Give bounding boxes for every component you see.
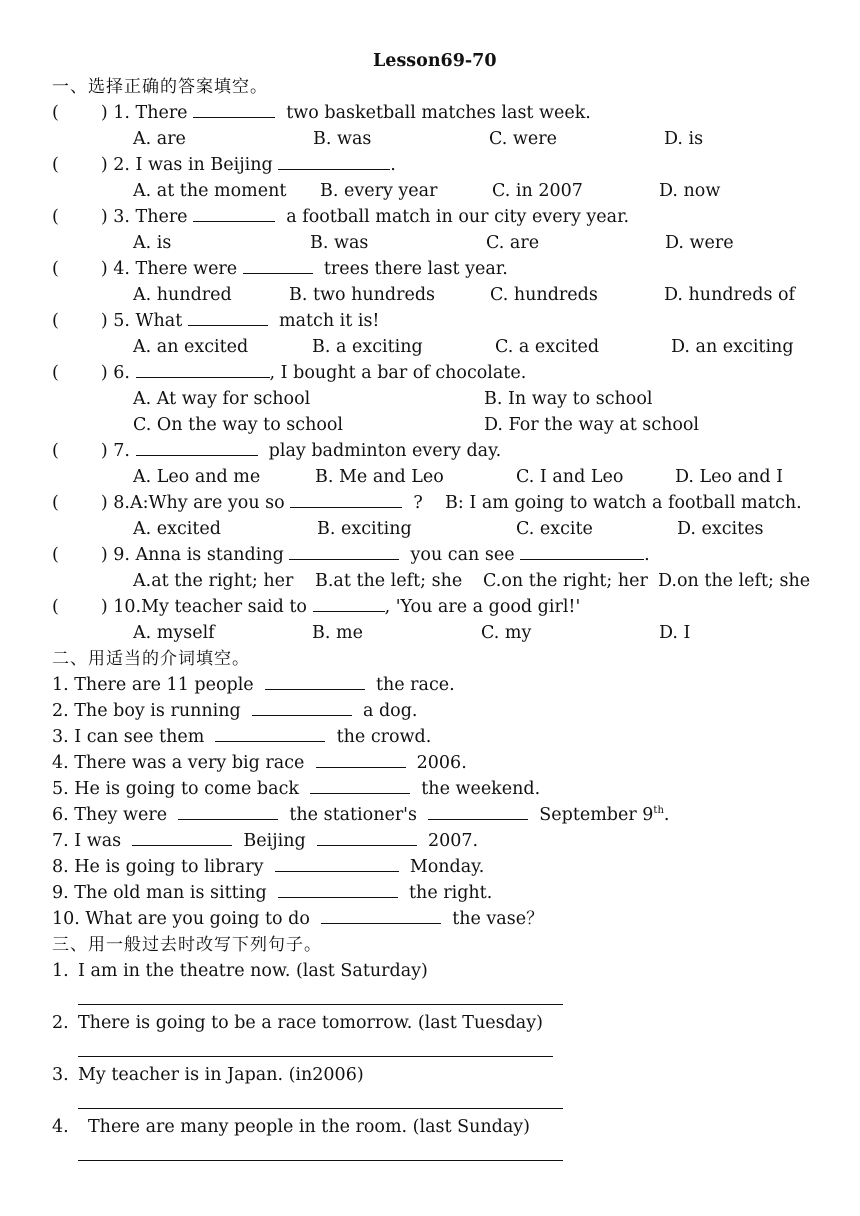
question-8: ( ) 8.A:Why are you so ? B: I am going to watch a football match. — [52, 493, 802, 513]
rewrite-item-3-text: My teacher is in Japan. (in2006) — [78, 1065, 364, 1085]
question-5: ( ) 5. What match it is! — [52, 311, 380, 331]
answer-blank[interactable] — [243, 259, 313, 274]
q9-option-b[interactable]: B.at the left; she — [315, 571, 463, 591]
q8-option-b[interactable]: B. exciting — [317, 519, 412, 539]
q5-option-d[interactable]: D. an exciting — [671, 337, 794, 357]
prep-item-6: 6. They were the stationer's September 9th. — [52, 805, 670, 825]
q6-option-c[interactable]: C. On the way to school — [133, 415, 344, 435]
q2-option-b[interactable]: B. every year — [320, 181, 438, 201]
answer-paren[interactable]: ( ) — [52, 155, 108, 175]
q8-option-a[interactable]: A. excited — [133, 519, 221, 539]
answer-paren[interactable]: ( ) — [52, 363, 108, 383]
q9-option-c[interactable]: C.on the right; her — [483, 571, 648, 591]
q2-option-d[interactable]: D. now — [659, 181, 721, 201]
q7-option-c[interactable]: C. I and Leo — [516, 467, 624, 487]
answer-blank[interactable] — [313, 597, 385, 612]
q9-option-d[interactable]: D.on the left; she — [658, 571, 811, 591]
prep-item-1: 1. There are 11 people the race. — [52, 675, 455, 695]
question-10: ( ) 10.My teacher said to , 'You are a good girl!' — [52, 597, 581, 617]
answer-line-2[interactable] — [78, 1056, 553, 1057]
prep-item-3: 3. I can see them the crowd. — [52, 727, 432, 747]
page-title: Lesson69-70 — [373, 51, 497, 71]
q3-option-d[interactable]: D. were — [665, 233, 734, 253]
answer-blank[interactable] — [132, 831, 232, 846]
question-9: ( ) 9. Anna is standing you can see . — [52, 545, 650, 565]
q5-option-b[interactable]: B. a exciting — [312, 337, 423, 357]
q3-option-b[interactable]: B. was — [310, 233, 369, 253]
prep-item-9: 9. The old man is sitting the right. — [52, 883, 493, 903]
answer-paren[interactable]: ( ) — [52, 207, 108, 227]
rewrite-item-1-number: 1. — [52, 961, 69, 981]
q8-option-c[interactable]: C. excite — [516, 519, 593, 539]
q7-option-b[interactable]: B. Me and Leo — [315, 467, 444, 487]
answer-blank[interactable] — [252, 701, 352, 716]
answer-paren[interactable]: ( ) — [52, 493, 108, 513]
q4-option-d[interactable]: D. hundreds of — [664, 285, 796, 305]
rewrite-item-4-number: 4. — [52, 1117, 69, 1137]
q5-option-a[interactable]: A. an excited — [133, 337, 249, 357]
prep-item-8: 8. He is going to library Monday. — [52, 857, 485, 877]
q6-option-a[interactable]: A. At way for school — [133, 389, 311, 409]
section-1-heading: 一、选择正确的答案填空。 — [52, 77, 268, 97]
answer-paren[interactable]: ( ) — [52, 259, 108, 279]
prep-item-4: 4. There was a very big race 2006. — [52, 753, 467, 773]
answer-blank[interactable] — [321, 909, 441, 924]
answer-blank[interactable] — [265, 675, 365, 690]
prep-item-7: 7. I was Beijing 2007. — [52, 831, 479, 851]
rewrite-item-1-text: I am in the theatre now. (last Saturday) — [78, 961, 428, 981]
q7-option-d[interactable]: D. Leo and I — [675, 467, 783, 487]
q1-option-b[interactable]: B. was — [313, 129, 372, 149]
section-2-heading: 二、用适当的介词填空。 — [52, 649, 250, 669]
answer-paren[interactable]: ( ) — [52, 545, 108, 565]
answer-blank[interactable] — [188, 311, 268, 326]
question-3: ( ) 3. There a football match in our city every year. — [52, 207, 630, 227]
answer-line-3[interactable] — [78, 1108, 563, 1109]
rewrite-item-2-text: There is going to be a race tomorrow. (last Tuesday) — [78, 1013, 543, 1033]
question-1: ( ) 1. There two basketball matches last week. — [52, 103, 591, 123]
answer-paren[interactable]: ( ) — [52, 103, 108, 123]
answer-blank[interactable] — [136, 441, 258, 456]
prep-item-10: 10. What are you going to do the vase？ — [52, 909, 544, 929]
answer-blank[interactable] — [178, 805, 278, 820]
q3-option-a[interactable]: A. is — [133, 233, 172, 253]
answer-paren[interactable]: ( ) — [52, 441, 108, 461]
q8-option-d[interactable]: D. excites — [677, 519, 764, 539]
answer-blank[interactable] — [278, 155, 390, 170]
answer-blank-2[interactable] — [520, 545, 644, 560]
q4-option-b[interactable]: B. two hundreds — [289, 285, 436, 305]
question-4: ( ) 4. There were trees there last year. — [52, 259, 508, 279]
q4-option-a[interactable]: A. hundred — [133, 285, 232, 305]
prep-item-2: 2. The boy is running a dog. — [52, 701, 418, 721]
answer-blank[interactable] — [193, 207, 275, 222]
q1-option-c[interactable]: C. were — [489, 129, 557, 149]
answer-blank[interactable] — [290, 493, 402, 508]
q7-option-a[interactable]: A. Leo and me — [133, 467, 261, 487]
answer-blank[interactable] — [215, 727, 325, 742]
q1-option-d[interactable]: D. is — [664, 129, 704, 149]
q1-option-a[interactable]: A. are — [133, 129, 186, 149]
answer-line-4[interactable] — [78, 1160, 563, 1161]
section-3-heading: 三、用一般过去时改写下列句子。 — [52, 935, 322, 955]
answer-blank-2[interactable] — [317, 831, 417, 846]
q4-option-c[interactable]: C. hundreds — [490, 285, 598, 305]
q6-option-d[interactable]: D. For the way at school — [484, 415, 700, 435]
answer-blank[interactable] — [316, 753, 406, 768]
answer-blank[interactable] — [275, 857, 399, 872]
answer-blank-2[interactable] — [428, 805, 528, 820]
answer-blank[interactable] — [310, 779, 410, 794]
q6-option-b[interactable]: B. In way to school — [484, 389, 653, 409]
q9-option-a[interactable]: A.at the right; her — [133, 571, 294, 591]
q10-option-c[interactable]: C. my — [481, 623, 532, 643]
q10-option-a[interactable]: A. myself — [133, 623, 215, 643]
answer-paren[interactable]: ( ) — [52, 311, 108, 331]
answer-blank[interactable] — [278, 883, 398, 898]
q2-option-c[interactable]: C. in 2007 — [492, 181, 583, 201]
q5-option-c[interactable]: C. a excited — [495, 337, 600, 357]
answer-blank[interactable] — [289, 545, 399, 560]
answer-blank[interactable] — [193, 103, 275, 118]
rewrite-item-2-number: 2. — [52, 1013, 69, 1033]
q10-option-b[interactable]: B. me — [312, 623, 363, 643]
rewrite-item-3-number: 3. — [52, 1065, 69, 1085]
answer-paren[interactable]: ( ) — [52, 597, 108, 617]
rewrite-item-4-text: There are many people in the room. (last Sunday) — [88, 1117, 530, 1137]
answer-line-1[interactable] — [78, 1004, 563, 1005]
question-7: ( ) 7. play badminton every day. — [52, 441, 502, 461]
question-6: ( ) 6. , I bought a bar of chocolate. — [52, 363, 527, 383]
question-2: ( ) 2. I was in Beijing . — [52, 155, 396, 175]
answer-blank[interactable] — [136, 363, 270, 378]
q10-option-d[interactable]: D. I — [659, 623, 691, 643]
prep-item-5: 5. He is going to come back the weekend. — [52, 779, 541, 799]
q3-option-c[interactable]: C. are — [486, 233, 540, 253]
q2-option-a[interactable]: A. at the moment — [133, 181, 287, 201]
